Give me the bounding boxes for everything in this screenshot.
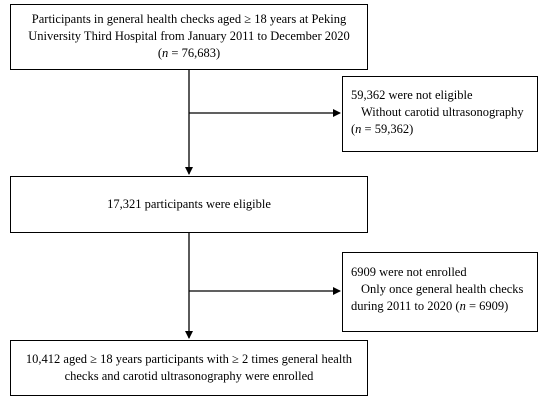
initial-participants-box [10, 4, 368, 70]
box4-line3: during 2011 to 2020 (n = 6909) [351, 299, 509, 313]
box4-line1: 6909 were not enrolled [351, 265, 467, 279]
box1-line1: Participants in general health checks aged ≥ 18 years at Peking [31, 12, 347, 26]
box2-line2: Without carotid ultrasonography [361, 105, 524, 119]
box4-line2: Only once general health checks [361, 282, 524, 296]
eligible-participants-box [10, 176, 368, 233]
box2-line1: 59,362 were not eligible [351, 88, 473, 102]
enrolled-participants-box [10, 340, 368, 396]
box2-count: (n = 59,362) [351, 122, 414, 136]
box1-line2: University Third Hospital from January 2011 to December 2020 [28, 29, 350, 43]
not-eligible-box [342, 76, 538, 152]
box5-line1: 10,412 aged ≥ 18 years participants with ≥ 2 times general health [25, 352, 353, 366]
box5-line2: checks and carotid ultrasonography were enrolled [64, 369, 314, 383]
not-enrolled-box [342, 252, 538, 332]
box3-line1: 17,321 participants were eligible [107, 197, 271, 211]
box1-count: (n = 76,683) [157, 46, 221, 60]
